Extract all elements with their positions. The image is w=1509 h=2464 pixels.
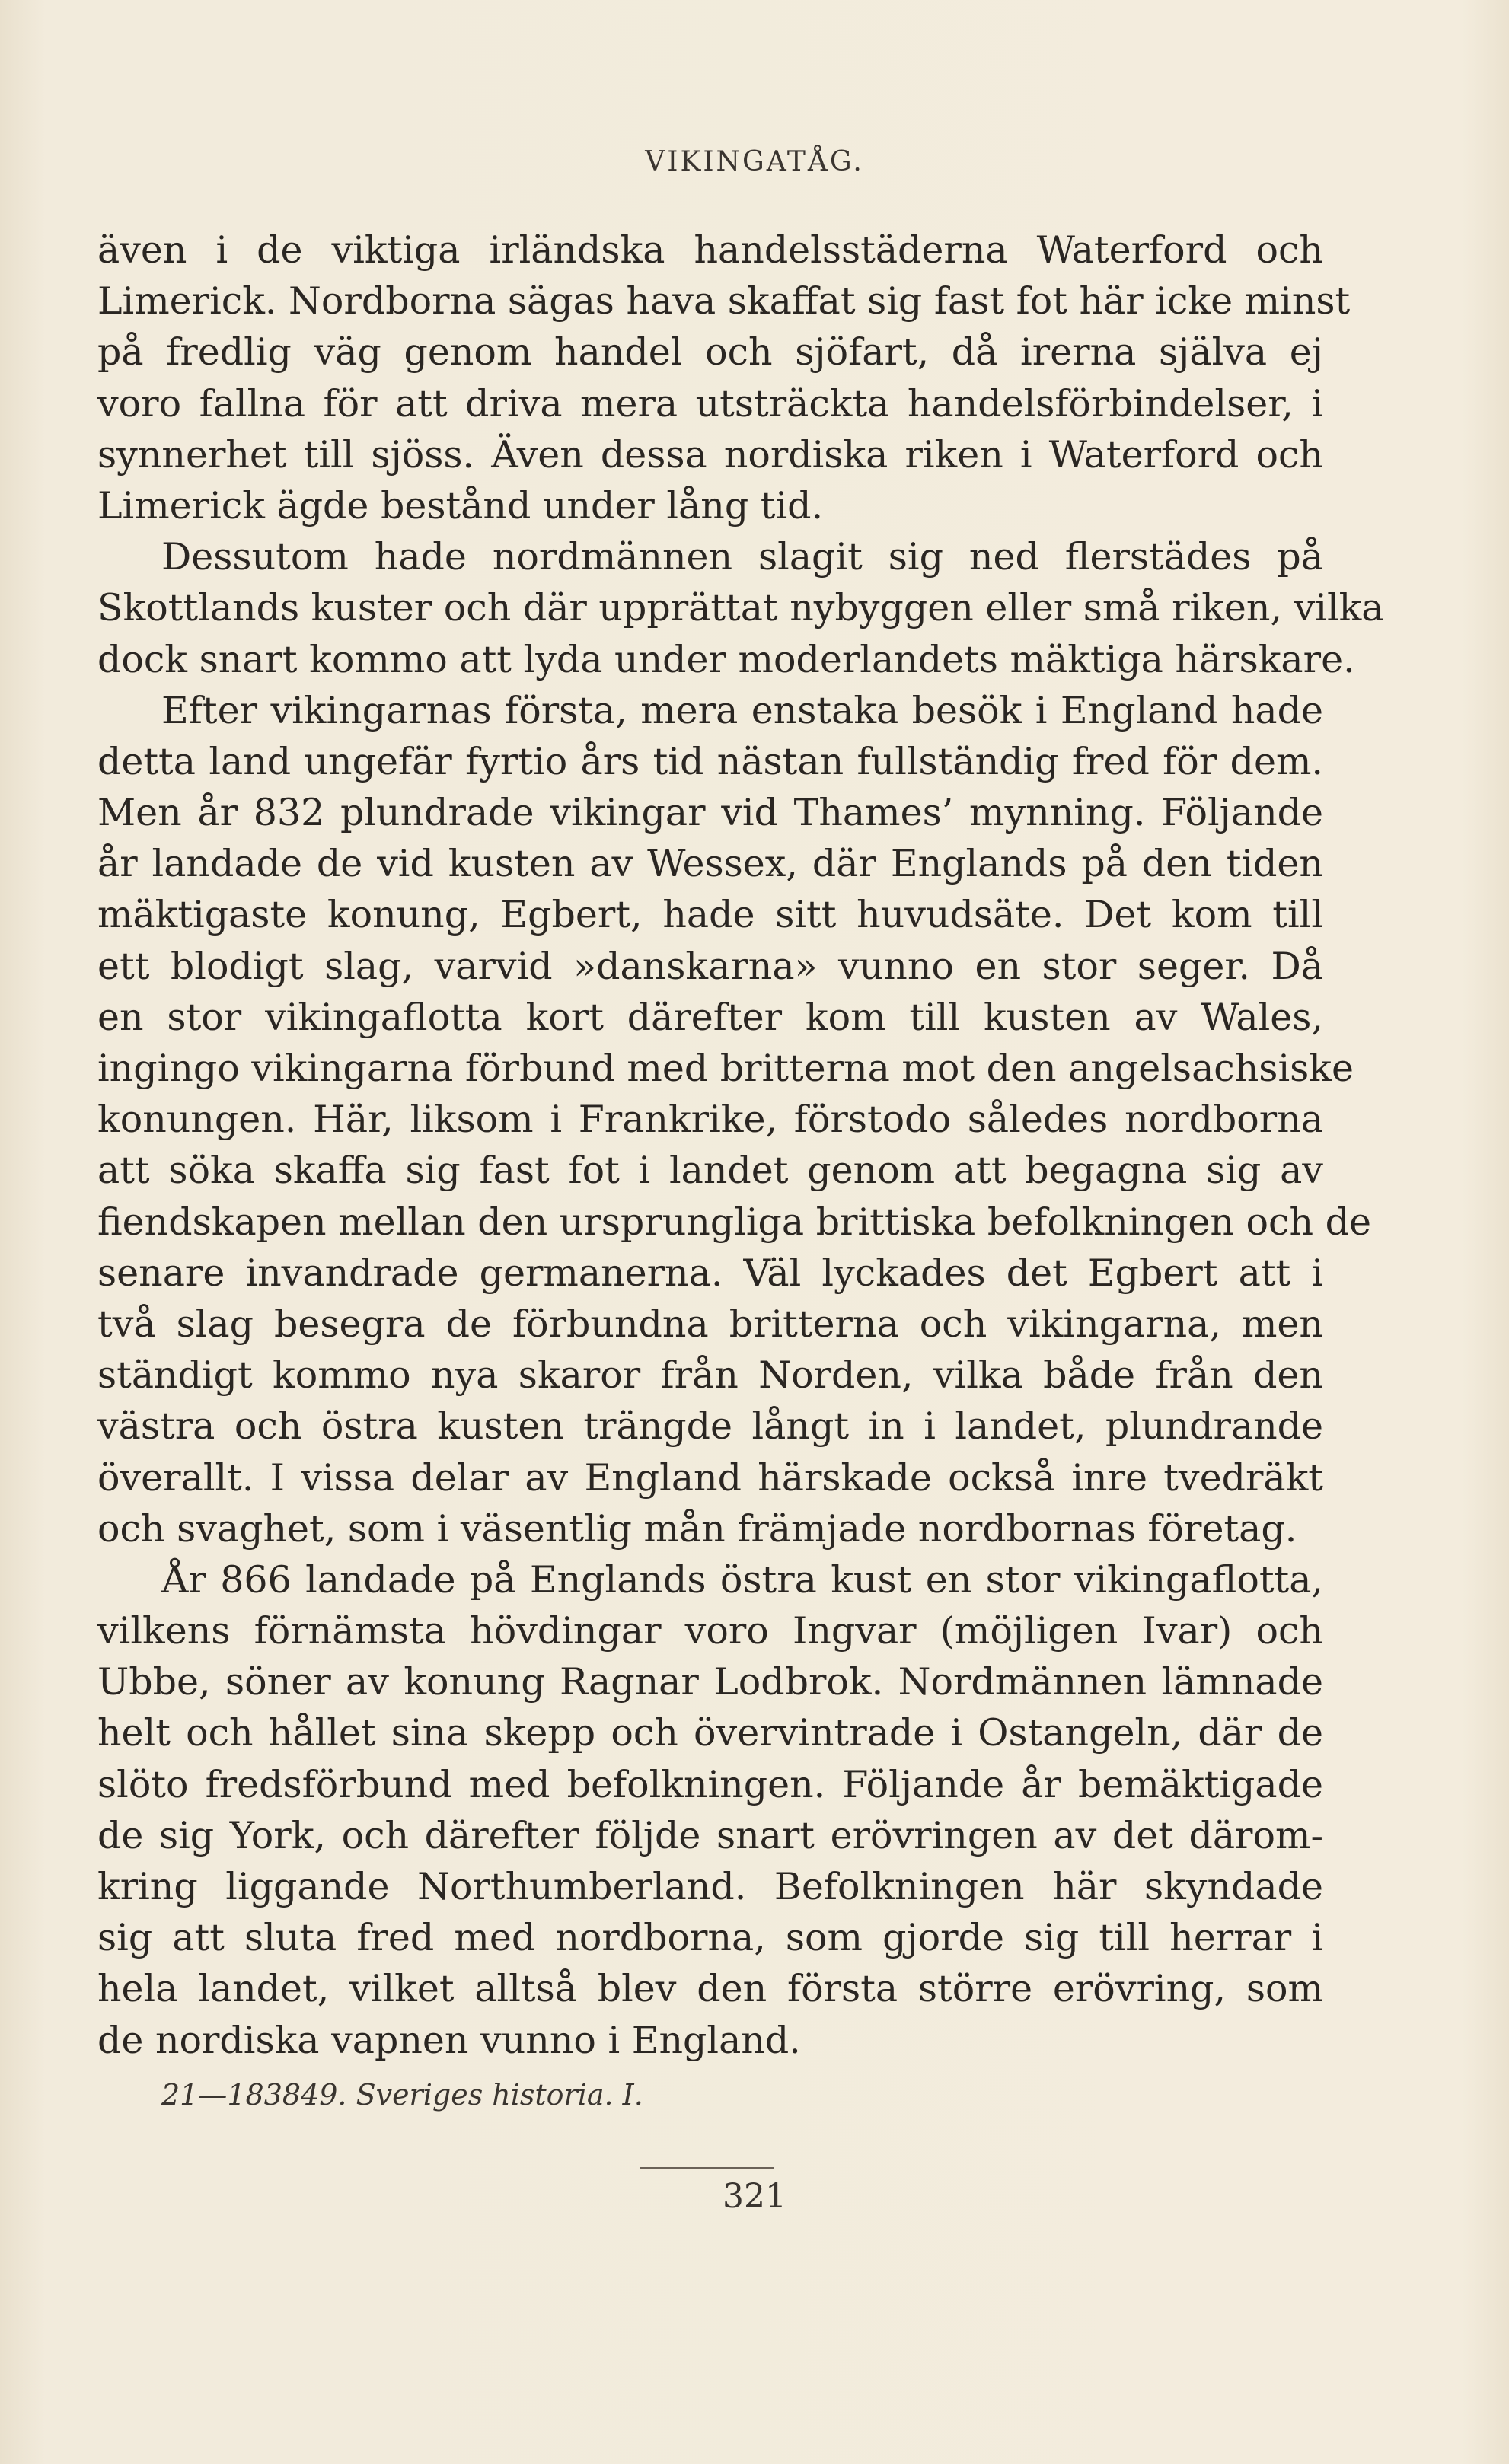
- text-line: och svaghet, som i väsentlig mån främjade nordbornas företag.: [97, 1506, 1297, 1551]
- text-line: senare invandrade germanerna. Väl lyckades det Egbert att i: [97, 1251, 1323, 1295]
- text-line: de sig York, och därefter följde snart erövringen av det därom-: [97, 1813, 1323, 1857]
- text-line: detta land ungefär fyrtio års tid nästan fullständig fred för dem.: [97, 739, 1323, 783]
- running-head: VIKINGATÅG.: [645, 146, 864, 177]
- text-line: Limerick. Nordborna sägas hava skaffat sig fast fot här icke minst: [97, 279, 1351, 324]
- text-line: även i de viktiga irländska handelsstäderna Waterford och: [97, 228, 1323, 272]
- text-line: Dessutom hade nordmännen slagit sig ned flerstädes på: [161, 535, 1323, 579]
- text-line: Efter vikingarnas första, mera enstaka besök i England hade: [161, 688, 1323, 732]
- page-number: 321: [723, 2177, 786, 2216]
- footer-rule: [640, 2167, 774, 2169]
- text-line: slöto fredsförbund med befolkningen. Följande år bemäktigade: [97, 1762, 1323, 1806]
- text-line: helt och hållet sina skepp och övervintrade i Ostangeln, där de: [97, 1711, 1323, 1755]
- text-line: två slag besegra de förbundna britterna och vikingarna, men: [97, 1302, 1323, 1346]
- printer-signature: 21—183849. Sveriges historia. I.: [161, 2078, 643, 2112]
- text-line: voro fallna för att driva mera utsträckta handelsförbindelser, i: [97, 381, 1323, 426]
- text-line: ett blodigt slag, varvid »danskarna» vunno en stor seger. Då: [97, 944, 1323, 988]
- text-line: de nordiska vapnen vunno i England.: [97, 2018, 801, 2062]
- text-line: att söka skaffa sig fast fot i landet genom att begagna sig av: [97, 1149, 1323, 1193]
- text-line: vilkens förnämsta hövdingar voro Ingvar (möjligen Ivar) och: [97, 1609, 1323, 1653]
- text-line: ingingo vikingarna förbund med britterna mot den angelsachsiske: [97, 1047, 1354, 1090]
- text-line: Men år 832 plundrade vikingar vid Thames’ mynning. Följande: [97, 791, 1323, 835]
- text-line: sig att sluta fred med nordborna, som gjorde sig till herrar i: [97, 1916, 1323, 1960]
- text-line: mäktigaste konung, Egbert, hade sitt huvudsäte. Det kom till: [97, 893, 1323, 937]
- text-line: År 866 landade på Englands östra kust en stor vikingaflotta,: [161, 1557, 1323, 1602]
- text-line: överallt. I vissa delar av England härskade också inre tvedräkt: [97, 1455, 1323, 1500]
- text-line: på fredlig väg genom handel och sjöfart, då irerna själva ej: [97, 330, 1323, 375]
- text-line: västra och östra kusten trängde långt in i landet, plundrande: [97, 1404, 1323, 1449]
- text-line: Limerick ägde bestånd under lång tid.: [97, 483, 824, 528]
- text-line: Ubbe, söner av konung Ragnar Lodbrok. Nordmännen lämnade: [97, 1660, 1323, 1704]
- text-line: ständigt kommo nya skaror från Norden, vilka både från den: [97, 1353, 1323, 1398]
- body-text: [97, 225, 1384, 2066]
- text-line: Skottlands kuster och där upprättat nybyggen eller små riken, vilka: [97, 586, 1384, 630]
- text-line: fiendskapen mellan den ursprungliga brittiska befolkningen och de: [97, 1200, 1371, 1244]
- text-line: en stor vikingaflotta kort därefter kom till kusten av Wales,: [97, 995, 1323, 1039]
- text-line: kring liggande Northumberland. Befolkningen här skyndade: [97, 1865, 1323, 1908]
- text-line: hela landet, vilket alltså blev den första större erövring, som: [97, 1967, 1323, 2011]
- text-line: år landade de vid kusten av Wessex, där Englands på den tiden: [97, 842, 1323, 886]
- text-line: konungen. Här, liksom i Frankrike, förstodo således nordborna: [97, 1098, 1323, 1142]
- text-line: dock snart kommo att lyda under moderlandets mäktiga härskare.: [97, 637, 1355, 681]
- text-line: synnerhet till sjöss. Även dessa nordiska riken i Waterford och: [97, 432, 1323, 477]
